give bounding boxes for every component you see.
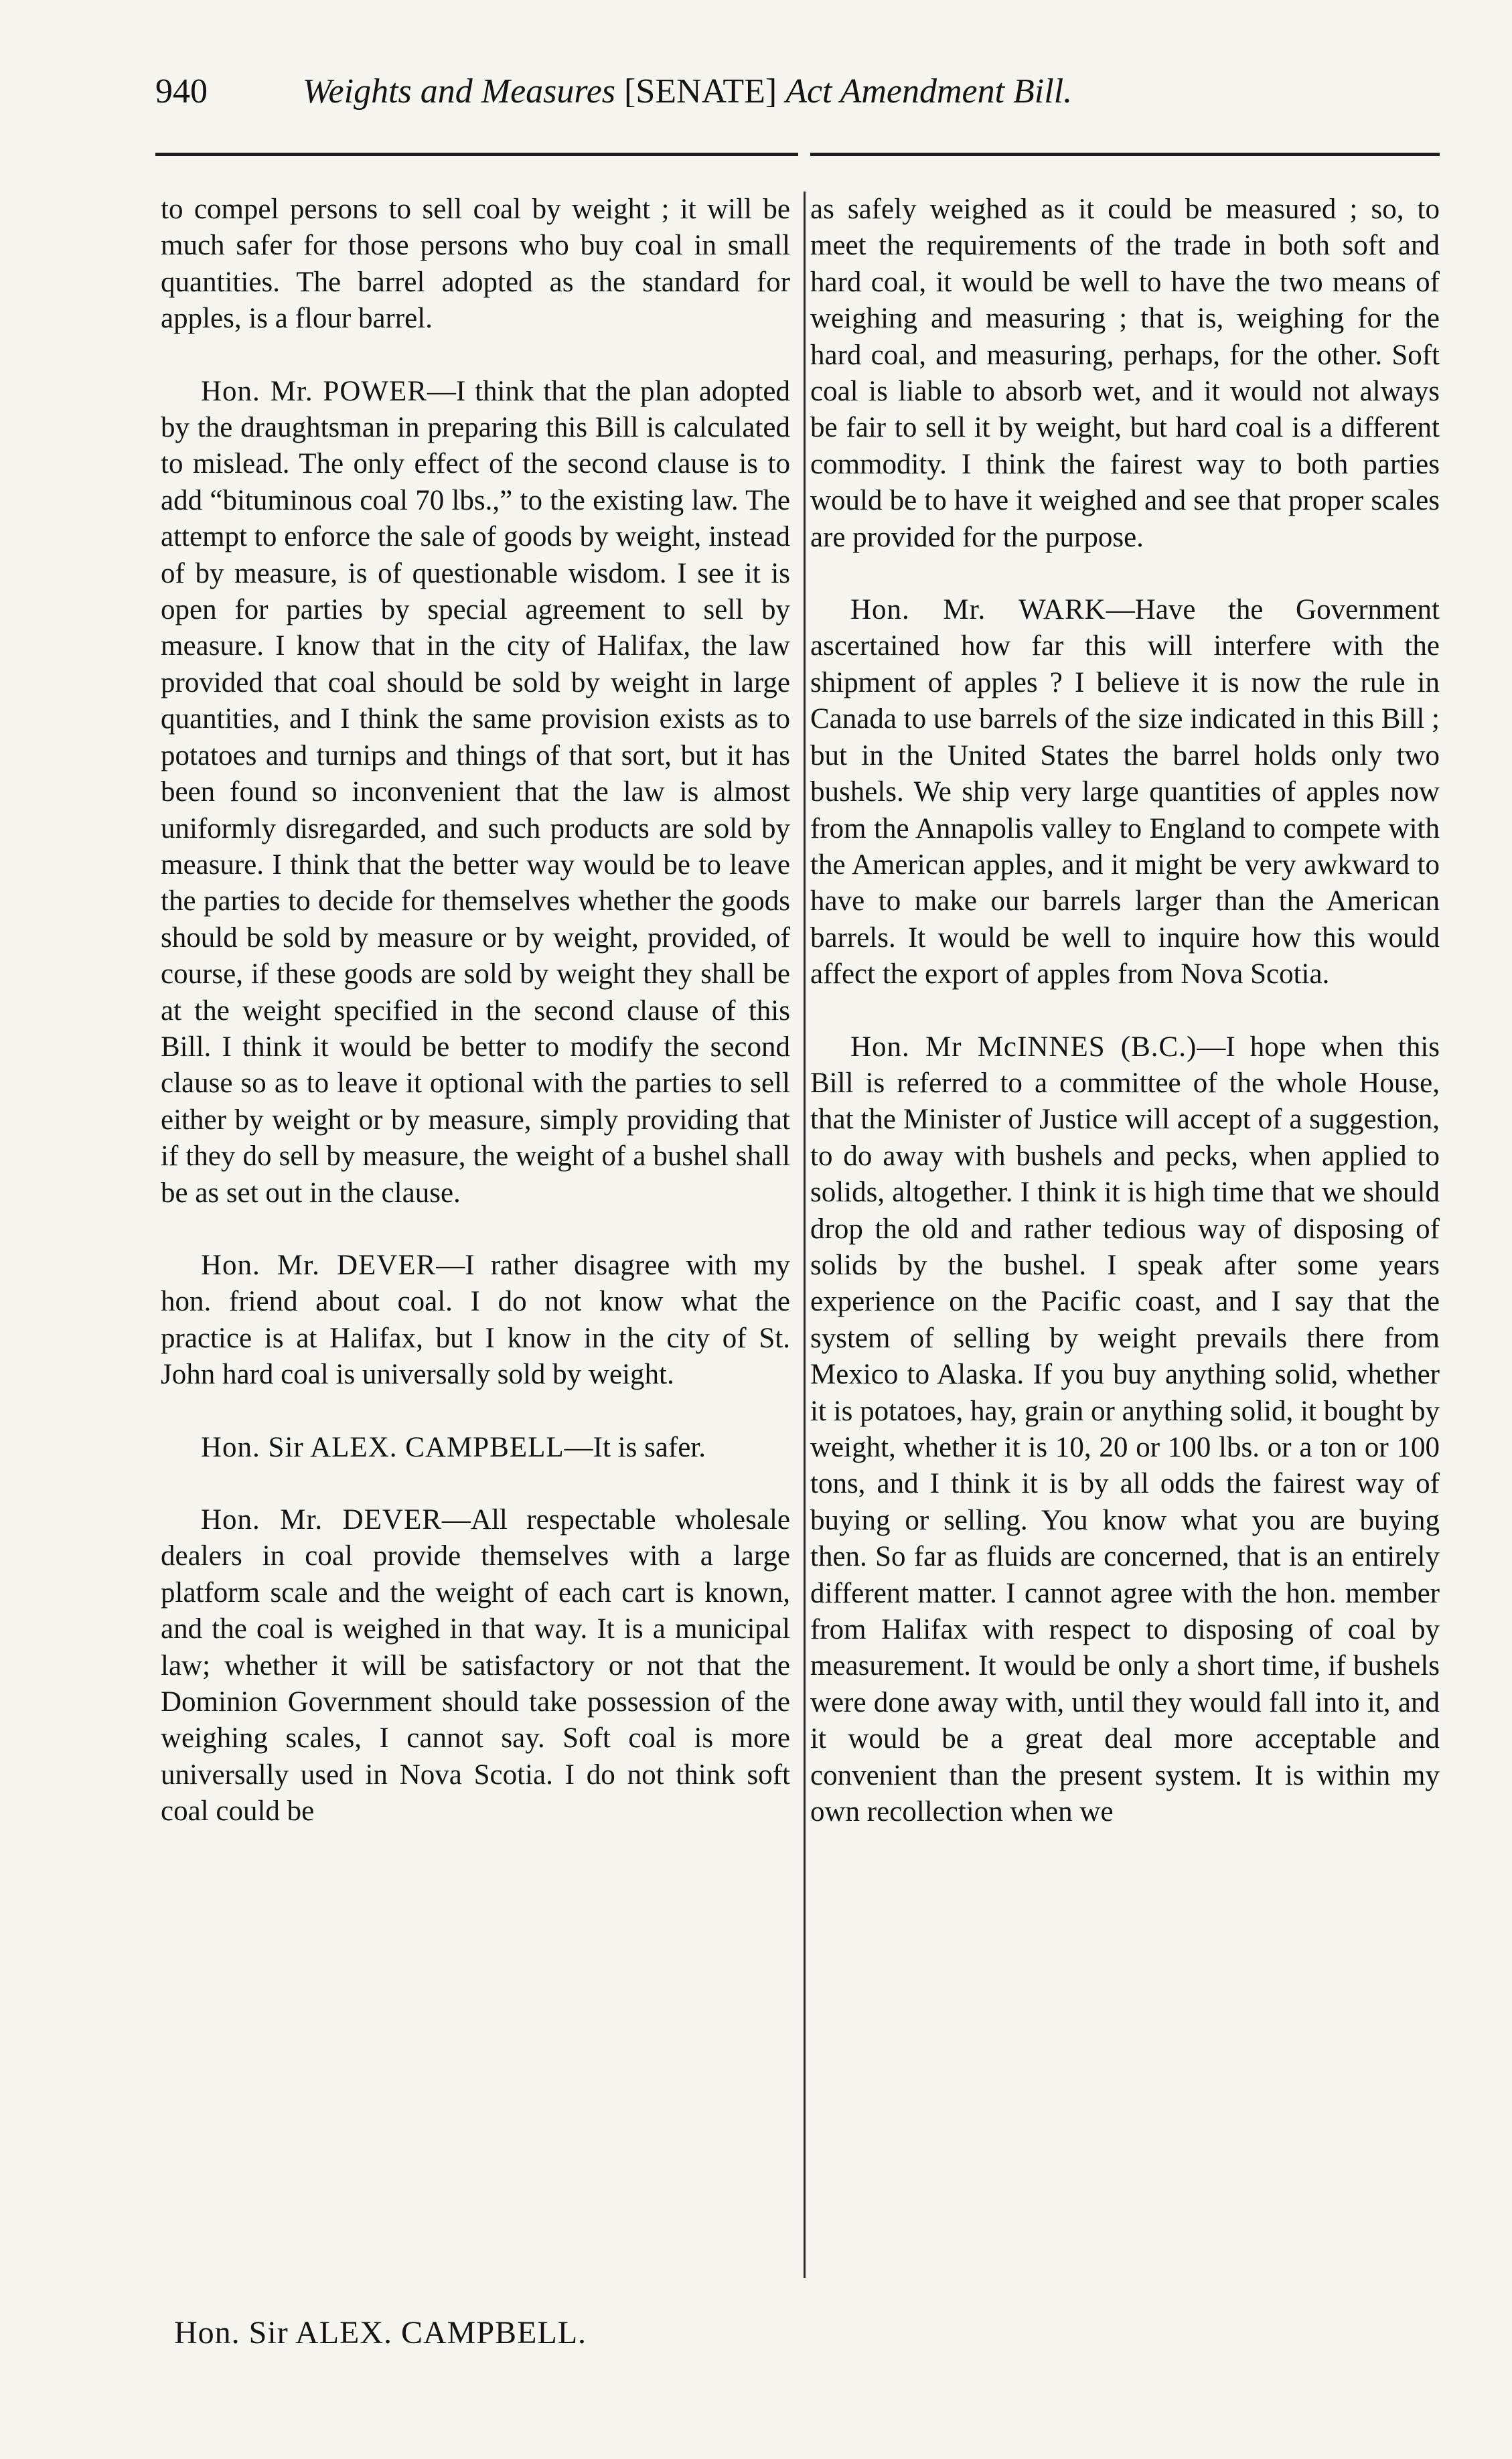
speaker-name: Hon. Mr. WARK xyxy=(850,594,1106,626)
speech-paragraph xyxy=(161,1248,790,1394)
speech-text: —I rather disagree with my hon. friend about coal. I do not know what the practice is at Halifax, but I know in the city of St. John hard coal is universally sold by weight. xyxy=(161,1249,790,1391)
header-chamber: [SENATE] xyxy=(624,72,777,110)
speech-text: —I think that the plan adopted by the draughtsman in preparing this Bill is calculated to mislead. The only effect of the second clause is to add “bituminous coal 70 lbs.,” to the existing law. The attempt to enforce the sale of goods by weight, instead of by measure, is of questionable wisdom. I see it is open for parties by special agreement to sell by measure. I know that in the city of Halifax, the law provided that coal should be sold by weight in large quantities, and I think the same provision exists as to potatoes and turnips and things of that sort, but it has been found so inconvenient that the law is almost uniformly disregarded, and such products are sold by measure. I think that the better way would be to leave the parties to decide for themselves whether the goods should be sold by measure or by weight, provided, of course, if these goods are sold by weight they shall be at the weight specified in the second clause of this Bill. I think it would be better to modify the second clause so as to leave it optional with the parties to sell either by weight or by measure, simply providing that if they do sell by measure, the weight of a bushel shall be as set out in the clause. xyxy=(161,375,791,1209)
speech-paragraph xyxy=(161,1430,790,1466)
speech-paragraph xyxy=(161,374,790,1211)
speech-text: —All respectable wholesale dealers in coal provide themselves with a large platform scale and the weight of each cart is known, and the coal is weighed in that way. It is a municipal law; whether it will be satisfactory or not that the Dominion Government should take possession of the weighing scales, I cannot say. Soft coal is more universally used in Nova Scotia. I do not think soft coal could be xyxy=(161,1504,790,1828)
header-rule-left xyxy=(155,153,798,156)
running-header xyxy=(149,62,1448,122)
header-rule-right xyxy=(810,153,1440,156)
paragraph-text: as safely weighed as it could be measured ; so, to meet the requirements of the trade in both soft and hard coal, it would be well to have the two means of weighing and measuring ; that is, weighing for the hard coal, and measuring, perhaps, for the other. Soft coal is liable to absorb wet, and it would not always be fair to sell it by weight, but hard coal is a different commodity. I think the fairest way to both parties would be to have it weighed and see that proper scales are provided for the purpose. xyxy=(810,194,1440,553)
speaker-name: Hon. Mr. POWER xyxy=(201,375,427,407)
header-title xyxy=(303,62,1072,122)
right-column xyxy=(810,192,1440,1830)
paragraph-text: to compel persons to sell coal by weight ; it will be much safer for those persons who buy coal in small quantities. The barrel adopted as the standard for apples, is a flour barrel. xyxy=(161,194,790,335)
paragraph xyxy=(161,192,790,338)
page-number: 940 xyxy=(155,72,208,110)
speaker-name: Hon. Sir ALEX. CAMPBELL xyxy=(201,1431,564,1463)
speech-paragraph xyxy=(810,1029,1440,1831)
header-title-left: Weights and Measures xyxy=(303,72,616,110)
speaker-name: Hon. Mr. DEVER xyxy=(201,1504,442,1536)
speech-paragraph xyxy=(161,1502,790,1830)
speech-paragraph xyxy=(810,592,1440,992)
speaker-name: Hon. Mr McINNES (B.C.) xyxy=(850,1031,1197,1063)
column-divider xyxy=(804,192,806,2278)
speech-text: —It is safer. xyxy=(564,1431,706,1463)
speech-text: —Have the Government ascertained how far this will interfere with the shipment of apples ? I believe it is now the rule in Canada to use barrels of the size indicated in this Bill ; but in the United States the barrel holds only two bushels. We ship very large quantities of apples now from the Annapolis valley to England to compete with the American apples, and it might be very awkward to have to make our barrels larger than the American barrels. It would be well to inquire how this would affect the export of apples from Nova Scotia. xyxy=(810,594,1440,990)
paragraph xyxy=(810,192,1440,556)
speaker-name: Hon. Mr. DEVER xyxy=(201,1249,437,1281)
speech-text: —I hope when this Bill is referred to a committee of the whole House, that the Minister of Justice will accept of a suggestion, to do away with bushels and pecks, when applied to solids, altogether. I think it is high time that we should drop the old and rather tedious way of disposing of solids by the bushel. I speak after some years experience on the Pacific coast, and I say that the system of selling by weight prevails there from Mexico to Alaska. If you buy anything solid, whether it is potatoes, hay, grain or anything solid, it bought by weight, whether it is 10, 20 or 100 lbs. or a ton or 100 tons, and I think it is by all odds the fairest way of buying or selling. You know what you are buying then. So far as fluids are concerned, that is an entirely different matter. I cannot agree with the hon. member from Halifax with respect to disposing of coal by measurement. It would be only a short time, if bushels were done away with, until they would fall into it, and it would be a great deal more acceptable and convenient than the present system. It is within my own recollection when we xyxy=(810,1031,1440,1828)
header-title-right: Act Amendment Bill. xyxy=(785,72,1073,110)
left-column xyxy=(161,192,790,1830)
catchword: Hon. Sir ALEX. CAMPBELL. xyxy=(174,2315,587,2351)
